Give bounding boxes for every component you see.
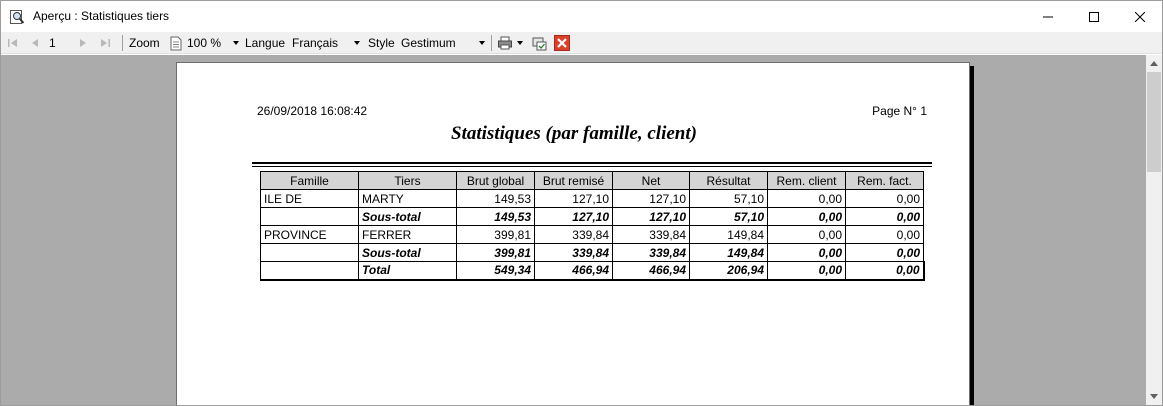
- cell-rem-fact: 0,00: [846, 190, 924, 208]
- close-icon: [554, 35, 570, 51]
- close-icon: [1135, 12, 1145, 22]
- zoom-dropdown[interactable]: [187, 32, 239, 54]
- maximize-button[interactable]: [1071, 1, 1117, 32]
- previous-page-icon: [27, 35, 43, 51]
- page-number-field[interactable]: [49, 32, 56, 54]
- first-page-button[interactable]: [5, 32, 21, 54]
- last-page-button[interactable]: [97, 32, 113, 54]
- cell-famille: [261, 244, 359, 262]
- column-header: Brut global: [457, 172, 535, 190]
- cell-famille: PROVINCE: [261, 226, 359, 244]
- langue-dropdown[interactable]: [292, 32, 362, 54]
- cell-brut-global: 399,81: [457, 226, 535, 244]
- cell-resultat: 206,94: [690, 262, 768, 280]
- cell-brut-remise: 339,84: [535, 244, 613, 262]
- page-size-icon[interactable]: [170, 32, 182, 54]
- cell-brut-remise: 339,84: [535, 226, 613, 244]
- preview-area[interactable]: [1, 55, 1146, 405]
- cell-rem-fact: 0,00: [846, 262, 924, 280]
- previous-page-button[interactable]: [27, 32, 43, 54]
- cell-brut-remise: 127,10: [535, 190, 613, 208]
- cell-rem-fact: 0,00: [846, 226, 924, 244]
- window-title: Aperçu : Statistiques tiers: [33, 9, 170, 23]
- first-page-icon: [5, 35, 21, 51]
- report-title: Statistiques (par famille, client): [451, 123, 697, 144]
- preview-toolbar: [1, 32, 1162, 54]
- style-label: [368, 32, 395, 54]
- cell-tiers: FERRER: [359, 226, 457, 244]
- cell-resultat: 57,10: [690, 190, 768, 208]
- table-header-row: [261, 172, 924, 190]
- next-page-button[interactable]: [75, 32, 91, 54]
- cell-tiers: Sous-total: [359, 208, 457, 226]
- minimize-icon: [1043, 12, 1053, 22]
- column-header: Rem. fact.: [846, 172, 924, 190]
- cell-brut-remise: 466,94: [535, 262, 613, 280]
- page-number-value: 1: [49, 36, 56, 50]
- zoom-value: 100 %: [187, 36, 222, 50]
- statistics-table: [260, 171, 925, 281]
- cell-famille: [261, 262, 359, 280]
- chevron-down-icon: [233, 41, 239, 45]
- cell-brut-global: 149,53: [457, 208, 535, 226]
- column-header: Résultat: [690, 172, 768, 190]
- cell-resultat: 149,84: [690, 244, 768, 262]
- cell-brut-global: 149,53: [457, 190, 535, 208]
- toolbar-separator: [122, 35, 123, 51]
- chevron-down-icon: [479, 41, 485, 45]
- cell-net: 127,10: [613, 190, 690, 208]
- langue-value: Français: [292, 36, 339, 50]
- cell-net: 127,10: [613, 208, 690, 226]
- cell-rem-client: 0,00: [768, 208, 846, 226]
- column-header: Rem. client: [768, 172, 846, 190]
- cell-rem-client: 0,00: [768, 190, 846, 208]
- toolbar-separator: [491, 35, 492, 51]
- cell-rem-fact: 0,00: [846, 208, 924, 226]
- column-header: Net: [613, 172, 690, 190]
- chevron-down-icon: [517, 41, 523, 45]
- style-value: Gestimum: [401, 36, 456, 50]
- print-button[interactable]: [497, 32, 523, 54]
- cell-resultat: 57,10: [690, 208, 768, 226]
- report-page-number: Page N° 1: [872, 104, 927, 118]
- cell-rem-client: 0,00: [768, 226, 846, 244]
- cell-brut-global: 549,34: [457, 262, 535, 280]
- cell-tiers: Sous-total: [359, 244, 457, 262]
- print-setup-icon: [531, 35, 547, 51]
- report-date: 26/09/2018 16:08:42: [257, 104, 368, 118]
- preview-magnifier-icon: [9, 9, 25, 25]
- next-page-icon: [75, 35, 91, 51]
- cell-tiers: MARTY: [359, 190, 457, 208]
- cell-rem-client: 0,00: [768, 262, 846, 280]
- close-window-button[interactable]: [1117, 1, 1163, 32]
- print-setup-button[interactable]: [531, 32, 547, 54]
- cell-net: 339,84: [613, 244, 690, 262]
- cell-rem-fact: 0,00: [846, 244, 924, 262]
- style-label-text: Style: [368, 36, 395, 50]
- title-divider: [252, 166, 932, 167]
- zoom-label-text: Zoom: [129, 36, 160, 50]
- vertical-scrollbar[interactable]: [1146, 55, 1162, 405]
- cell-net: 466,94: [613, 262, 690, 280]
- report-page: [176, 62, 970, 405]
- cell-famille: ILE DE: [261, 190, 359, 208]
- langue-label: [245, 32, 285, 54]
- scroll-up-button[interactable]: [1146, 55, 1162, 72]
- maximize-icon: [1089, 12, 1099, 22]
- last-page-icon: [97, 35, 113, 51]
- table-row-total: [261, 262, 924, 280]
- minimize-button[interactable]: [1025, 1, 1071, 32]
- style-dropdown[interactable]: [401, 32, 487, 54]
- title-bar: [1, 1, 1162, 32]
- title-divider: [252, 162, 932, 164]
- cell-brut-global: 399,81: [457, 244, 535, 262]
- scroll-thumb[interactable]: [1147, 72, 1161, 172]
- column-header: Brut remisé: [535, 172, 613, 190]
- chevron-down-icon: [354, 41, 360, 45]
- zoom-label: [129, 32, 160, 54]
- table-row: [261, 190, 924, 208]
- cell-tiers: Total: [359, 262, 457, 280]
- langue-label-text: Langue: [245, 36, 286, 50]
- column-header: Tiers: [359, 172, 457, 190]
- chevron-down-icon: [1150, 394, 1158, 399]
- cell-brut-remise: 127,10: [535, 208, 613, 226]
- cell-resultat: 149,84: [690, 226, 768, 244]
- close-preview-button[interactable]: [554, 32, 570, 54]
- chevron-up-icon: [1150, 61, 1158, 66]
- printer-icon: [497, 35, 513, 51]
- cell-famille: [261, 208, 359, 226]
- table-row: [261, 226, 924, 244]
- cell-rem-client: 0,00: [768, 244, 846, 262]
- cell-net: 339,84: [613, 226, 690, 244]
- table-row-subtotal: [261, 244, 924, 262]
- column-header: Famille: [261, 172, 359, 190]
- table-row-subtotal: [261, 208, 924, 226]
- scroll-down-button[interactable]: [1146, 388, 1162, 405]
